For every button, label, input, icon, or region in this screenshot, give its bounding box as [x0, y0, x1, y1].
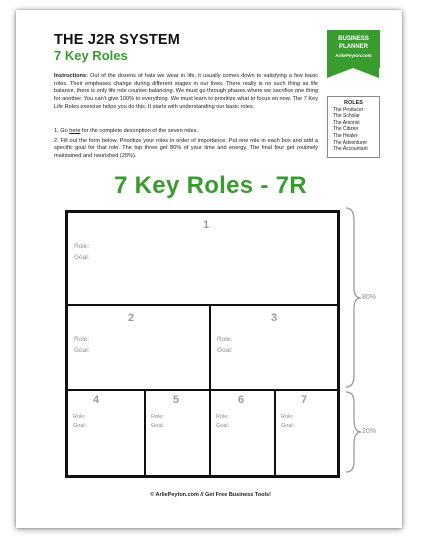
step-1-prefix: 1. Go — [54, 128, 70, 134]
roles-list-box — [327, 96, 380, 158]
role-box-6 — [211, 391, 276, 475]
role-box-number: 3 — [271, 312, 278, 324]
top-share-label: 80% — [362, 294, 377, 301]
step-2: 2. Fill out the form below. Prioritize your roles in order of importance. Put one role in each box and add a specific goal for that role. The top three get 80% of your time and energy. The final four get routinely maintained and nourished (20%). — [54, 137, 318, 160]
business-planner-badge — [327, 30, 380, 68]
roles-item: The Amorist — [333, 119, 360, 126]
roles-item: The Adventurer — [333, 139, 368, 146]
badge-ribbon-tail — [327, 68, 379, 78]
goal-field-label[interactable]: Goal: — [74, 254, 90, 261]
role-box-4 — [68, 391, 146, 475]
role-field-label[interactable]: Role: — [74, 243, 90, 250]
page-subtitle: 7 Key Roles — [54, 48, 128, 63]
goal-field-label[interactable]: Goal: — [73, 423, 87, 429]
bottom-share-label: 20% — [362, 428, 377, 435]
role-field-label[interactable]: Role: — [217, 336, 233, 343]
goal-field-label[interactable]: Goal: — [151, 423, 165, 429]
badge-site: ArliePeyton.com — [335, 53, 372, 58]
badge-line-2: PLANNER — [338, 44, 368, 50]
goal-field-label[interactable]: Goal: — [216, 423, 230, 429]
role-box-number: 6 — [238, 394, 245, 406]
step-1 — [54, 128, 318, 136]
role-box-number: 7 — [301, 394, 308, 406]
roles-item: The Accountant — [333, 146, 368, 153]
role-box-3 — [211, 306, 337, 391]
role-box-2 — [68, 306, 211, 391]
roles-heading: ROLES — [344, 100, 363, 106]
role-field-label[interactable]: Role: — [281, 414, 294, 420]
goal-field-label[interactable]: Goal: — [281, 423, 295, 429]
role-box-number: 5 — [173, 394, 180, 406]
badge-line-1: BUSINESS — [338, 36, 369, 42]
step-1-suffix: for the complete description of the seven roles. — [80, 128, 198, 134]
role-field-label[interactable]: Role: — [216, 414, 229, 420]
page-title: THE J2R SYSTEM — [54, 32, 181, 48]
form-heading: 7 Key Roles - 7R — [114, 172, 307, 199]
roles-item: The Scholar — [333, 113, 360, 120]
instructions-paragraph — [54, 73, 318, 112]
role-box-7 — [276, 391, 337, 475]
goal-field-label[interactable]: Goal: — [74, 347, 90, 354]
instructions-label: Instructions: — [54, 73, 88, 79]
instructions-text: Out of the dozens of hats we wear in life, it usually comes down to satisfying a few basic roles. Their emphases change during different stages in our lives. There really is no such thing as life balance, there is only life role counter-balancing. We must go through phases where we sacrifice one thing for another. You can't give 100% to everything. We must learn to prioritize what to focus on now. The 7 Key Life Roles exercise helps you do this. It starts with understanding our basic roles. — [54, 73, 318, 110]
share-braces — [344, 206, 377, 486]
roles-description-link[interactable]: here — [69, 128, 81, 134]
role-field-label[interactable]: Role: — [73, 414, 86, 420]
roles-item: The Citizen — [333, 126, 359, 133]
role-box-number: 1 — [203, 219, 210, 231]
role-field-label[interactable]: Role: — [151, 414, 164, 420]
roles-item: The Producer — [333, 106, 364, 113]
page-footer: © ArliePeyton.com // Get Free Business Tools! — [150, 492, 271, 498]
role-box-number: 4 — [93, 394, 100, 406]
roles-form-grid — [65, 210, 340, 478]
top-share-brace — [346, 208, 361, 387]
goal-field-label[interactable]: Goal: — [217, 347, 233, 354]
role-field-label[interactable]: Role: — [74, 336, 90, 343]
role-box-5 — [146, 391, 211, 475]
steps-list — [54, 128, 318, 163]
role-box-number: 2 — [128, 312, 135, 324]
bottom-share-brace — [346, 392, 361, 472]
roles-item: The Healer — [333, 132, 358, 139]
role-box-1 — [68, 213, 337, 306]
